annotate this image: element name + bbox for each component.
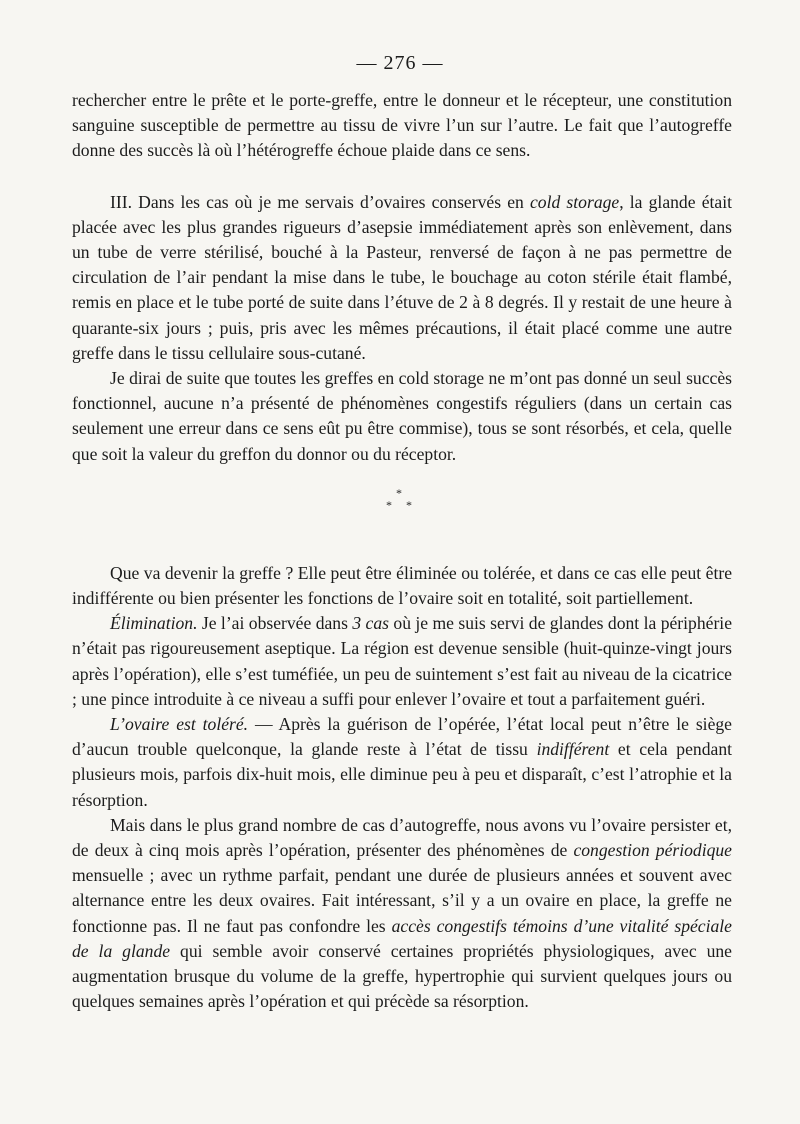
paragraph-gap [72,164,732,190]
paragraph-graft-fate: Que va devenir la greffe ? Elle peut être éliminée ou tolérée, et dans ce cas elle peut être indifférente ou bien présenter les fonctions de l’ovaire soit en totalité, soit partiellement. [72,562,732,609]
text-run: III. Dans les cas où je me servais d’ovaires conservés en [110,191,530,212]
text-run: où je me suis servi de glandes dont la périphérie n’était pas rigoureusement aseptique. La région est devenue sensible (huit-quinze-vingt jours après l’opération), elle s’est tuméfiée, un peu de suintement s’est fait au niveau de la cicatrice ; une pince introduite à ce niveau a suffi pour enlever l’ovaire et tout a parfaitement guéri. [72,613,732,709]
text-run: Mais dans le plus grand nombre de cas d’autogreffe, nous avons vu l’ovaire persister et, de deux à cinq mois après l’opération, présenter des phénomènes de [72,814,732,861]
section-separator [72,467,732,561]
text-run: mensuelle ; avec un rythme parfait, pendant une durée de plusieurs années et souvent avec alternance entre les deux ovaires. Fait intéressant, s’il y a un ovaire en place, la greffe ne fonctionne pas. Il ne faut pas confondre les [72,865,732,936]
paragraph-results: Je dirai de suite que toutes les greffes en cold storage ne m’ont pas donné un seul succès fonctionnel, aucune n’a présenté de phénomènes congestifs réguliers (dans un certain cas seulement une erreur dans ce sens eût pu être commise), tous se sont résorbés, et cela, quelle que soit la valeur du greffon du donnor ou du réceptor. [72,368,732,464]
italic-heading: L’ovaire est toléré. [110,714,249,735]
italic-term: congestion périodique [573,840,732,861]
italic-term: cold storage [529,191,620,212]
text-run: , la glande était placée avec les plus grandes rigueurs d’asepsie immédiatement après son enlèvement, dans un tube de verre stérilisé, bouché à la Pasteur, renversé de façon à ne pas permettre de circulation de l’air pendant la mise dans le tube, le bouchage au coton stérile était flambé, remis en place et le tube porté de suite dans l’étuve de 2 à 8 degrés. Il y restait de une heure à quarante-six jours ; puis, pris avec les mêmes précautions, il était placé comme une autre greffe dans le tissu cellulaire sous-cutané. [72,191,732,363]
asterism-star: * [386,497,392,512]
body-text [72,88,732,1015]
text-run: qui semble avoir conservé certaines propriétés physiologiques, avec une augmentation brusque du volume de la greffe, hypertrophie qui survient quelques jours ou quelques semaines après l’opération et qui précède sa résorption. [72,940,732,1012]
asterism [380,487,424,527]
text-run: Je l’ai observée dans [197,613,353,634]
text-run: et cela pendant plusieurs mois, parfois dix-huit mois, elle diminue peu à peu et disparaît, c’est l’atrophie et la résorption. [72,739,733,810]
paragraph-autograft [72,813,732,1015]
italic-term: 3 cas [352,613,390,634]
text-run: — Après la guérison de l’opérée, l’état local peut n’être le siège d’aucun trouble quelconque, la glande reste à l’état de tissu [72,714,732,760]
italic-term: accès congestifs témoins d’une vitalité spéciale de la glande [72,915,732,961]
italic-term: indifférent [536,739,610,760]
paragraph-tolerated [72,712,732,813]
paragraph-cold-storage [72,190,732,366]
italic-heading: Élimination. [110,613,198,634]
paragraph-elimination [72,611,732,712]
asterism-star: * [396,485,402,500]
asterism-star: * [406,497,412,512]
page-number: — 276 — [356,52,444,74]
paragraph-continuation: rechercher entre le prête et le porte-greffe, entre le donneur et le récepteur, une constitution sanguine susceptible de permettre au tissu de vivre l’un sur l’autre. Le fait que l’autogreffe donne des succès là où l’hétérogreffe échoue plaide dans ce sens. [72,90,732,161]
